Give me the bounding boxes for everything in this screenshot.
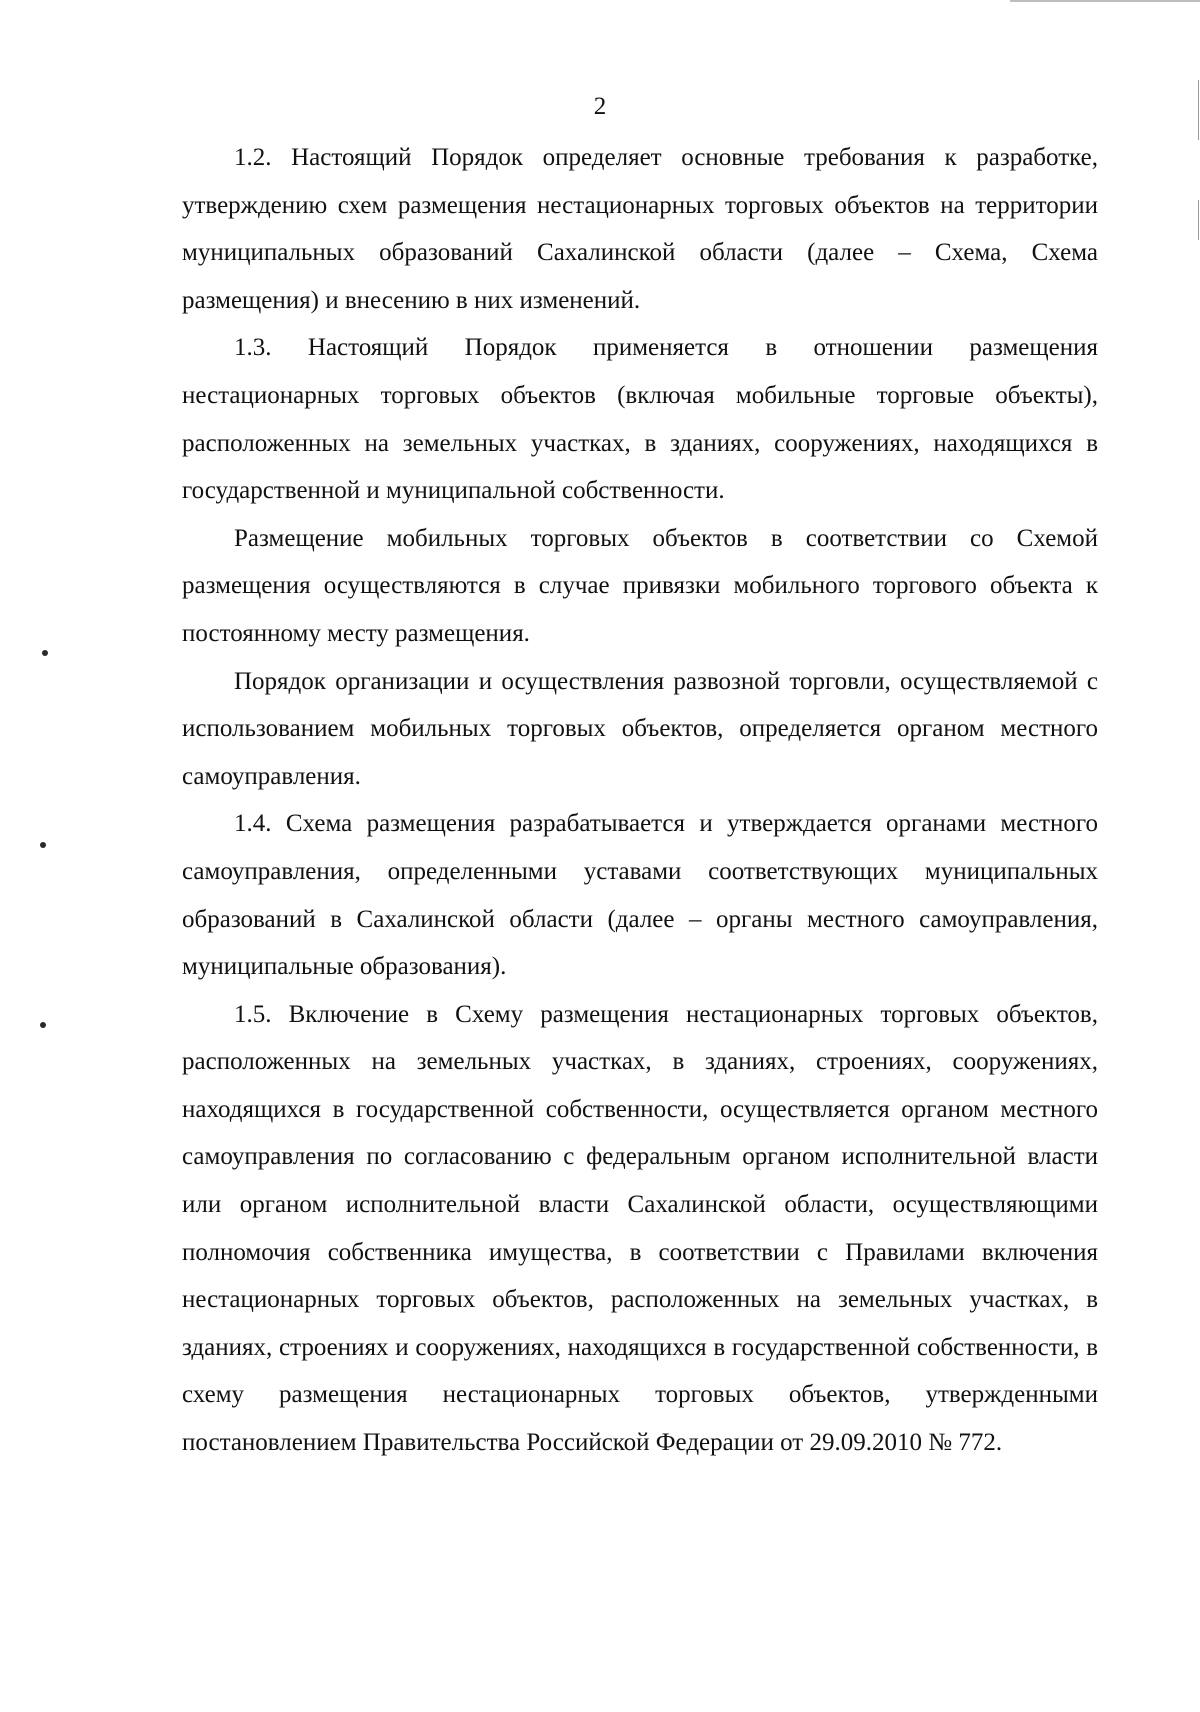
paragraph-mobile-objects: Размещение мобильных торговых объектов в соответствии со Схемой размещения осуществляются в случае привязки мобильного торгового объекта к постоянному месту размещения. [182,524,1098,647]
scan-edge-mark [1198,200,1199,240]
document-body [182,134,1098,1467]
scan-speck [40,842,46,848]
paragraph-1-4: 1.4. Схема размещения разрабатывается и утверждается органами местного самоуправления, определенными уставами соответствующих муниципальных образований в Сахалинской области (далее – органы местного самоуправления, муниципальные образования). [182,810,1098,981]
scan-edge-mark [1010,0,1200,2]
paragraph-1-3: 1.3. Настоящий Порядок применяется в отношении размещения нестационарных торговых объектов (включая мобильные торговые объекты), расположенных на земельных участках, в зданиях, сооружениях, находящихся в государственной и муниципальной собственности. [182,334,1098,505]
scan-speck [40,1022,46,1028]
scan-speck [42,650,48,656]
paragraph-delivery-trade: Порядок организации и осуществления развозной торговли, осуществляемой с использованием мобильных торговых объектов, определяется органом местного самоуправления. [182,667,1098,790]
paragraph-1-2: 1.2. Настоящий Порядок определяет основные требования к разработке, утверждению схем размещения нестационарных торговых объектов на территории муниципальных образований Сахалинской области (далее – Схема, Схема размещения) и внесению в них изменений. [182,144,1098,314]
paragraph-1-5: 1.5. Включение в Схему размещения нестационарных торговых объектов, расположенных на земельных участках, в зданиях, строениях, сооружениях, находящихся в государственной собственности, осуществляется органом местного самоуправления по согласованию с федеральным органом исполнительной власти или органом исполнительной власти Сахалинской области, осуществляющими полномочия собственника имущества, в соответствии с Правилами включения нестационарных торговых объектов, расположенных на земельных участках, в зданиях, строениях и сооружениях, находящихся в государственной собственности, в схему размещения нестационарных торговых объектов, утвержденными постановлением Правительства Российской Федерации от 29.09.2010 № 772. [182,1000,1098,1457]
page-number: 2 [593,93,607,120]
